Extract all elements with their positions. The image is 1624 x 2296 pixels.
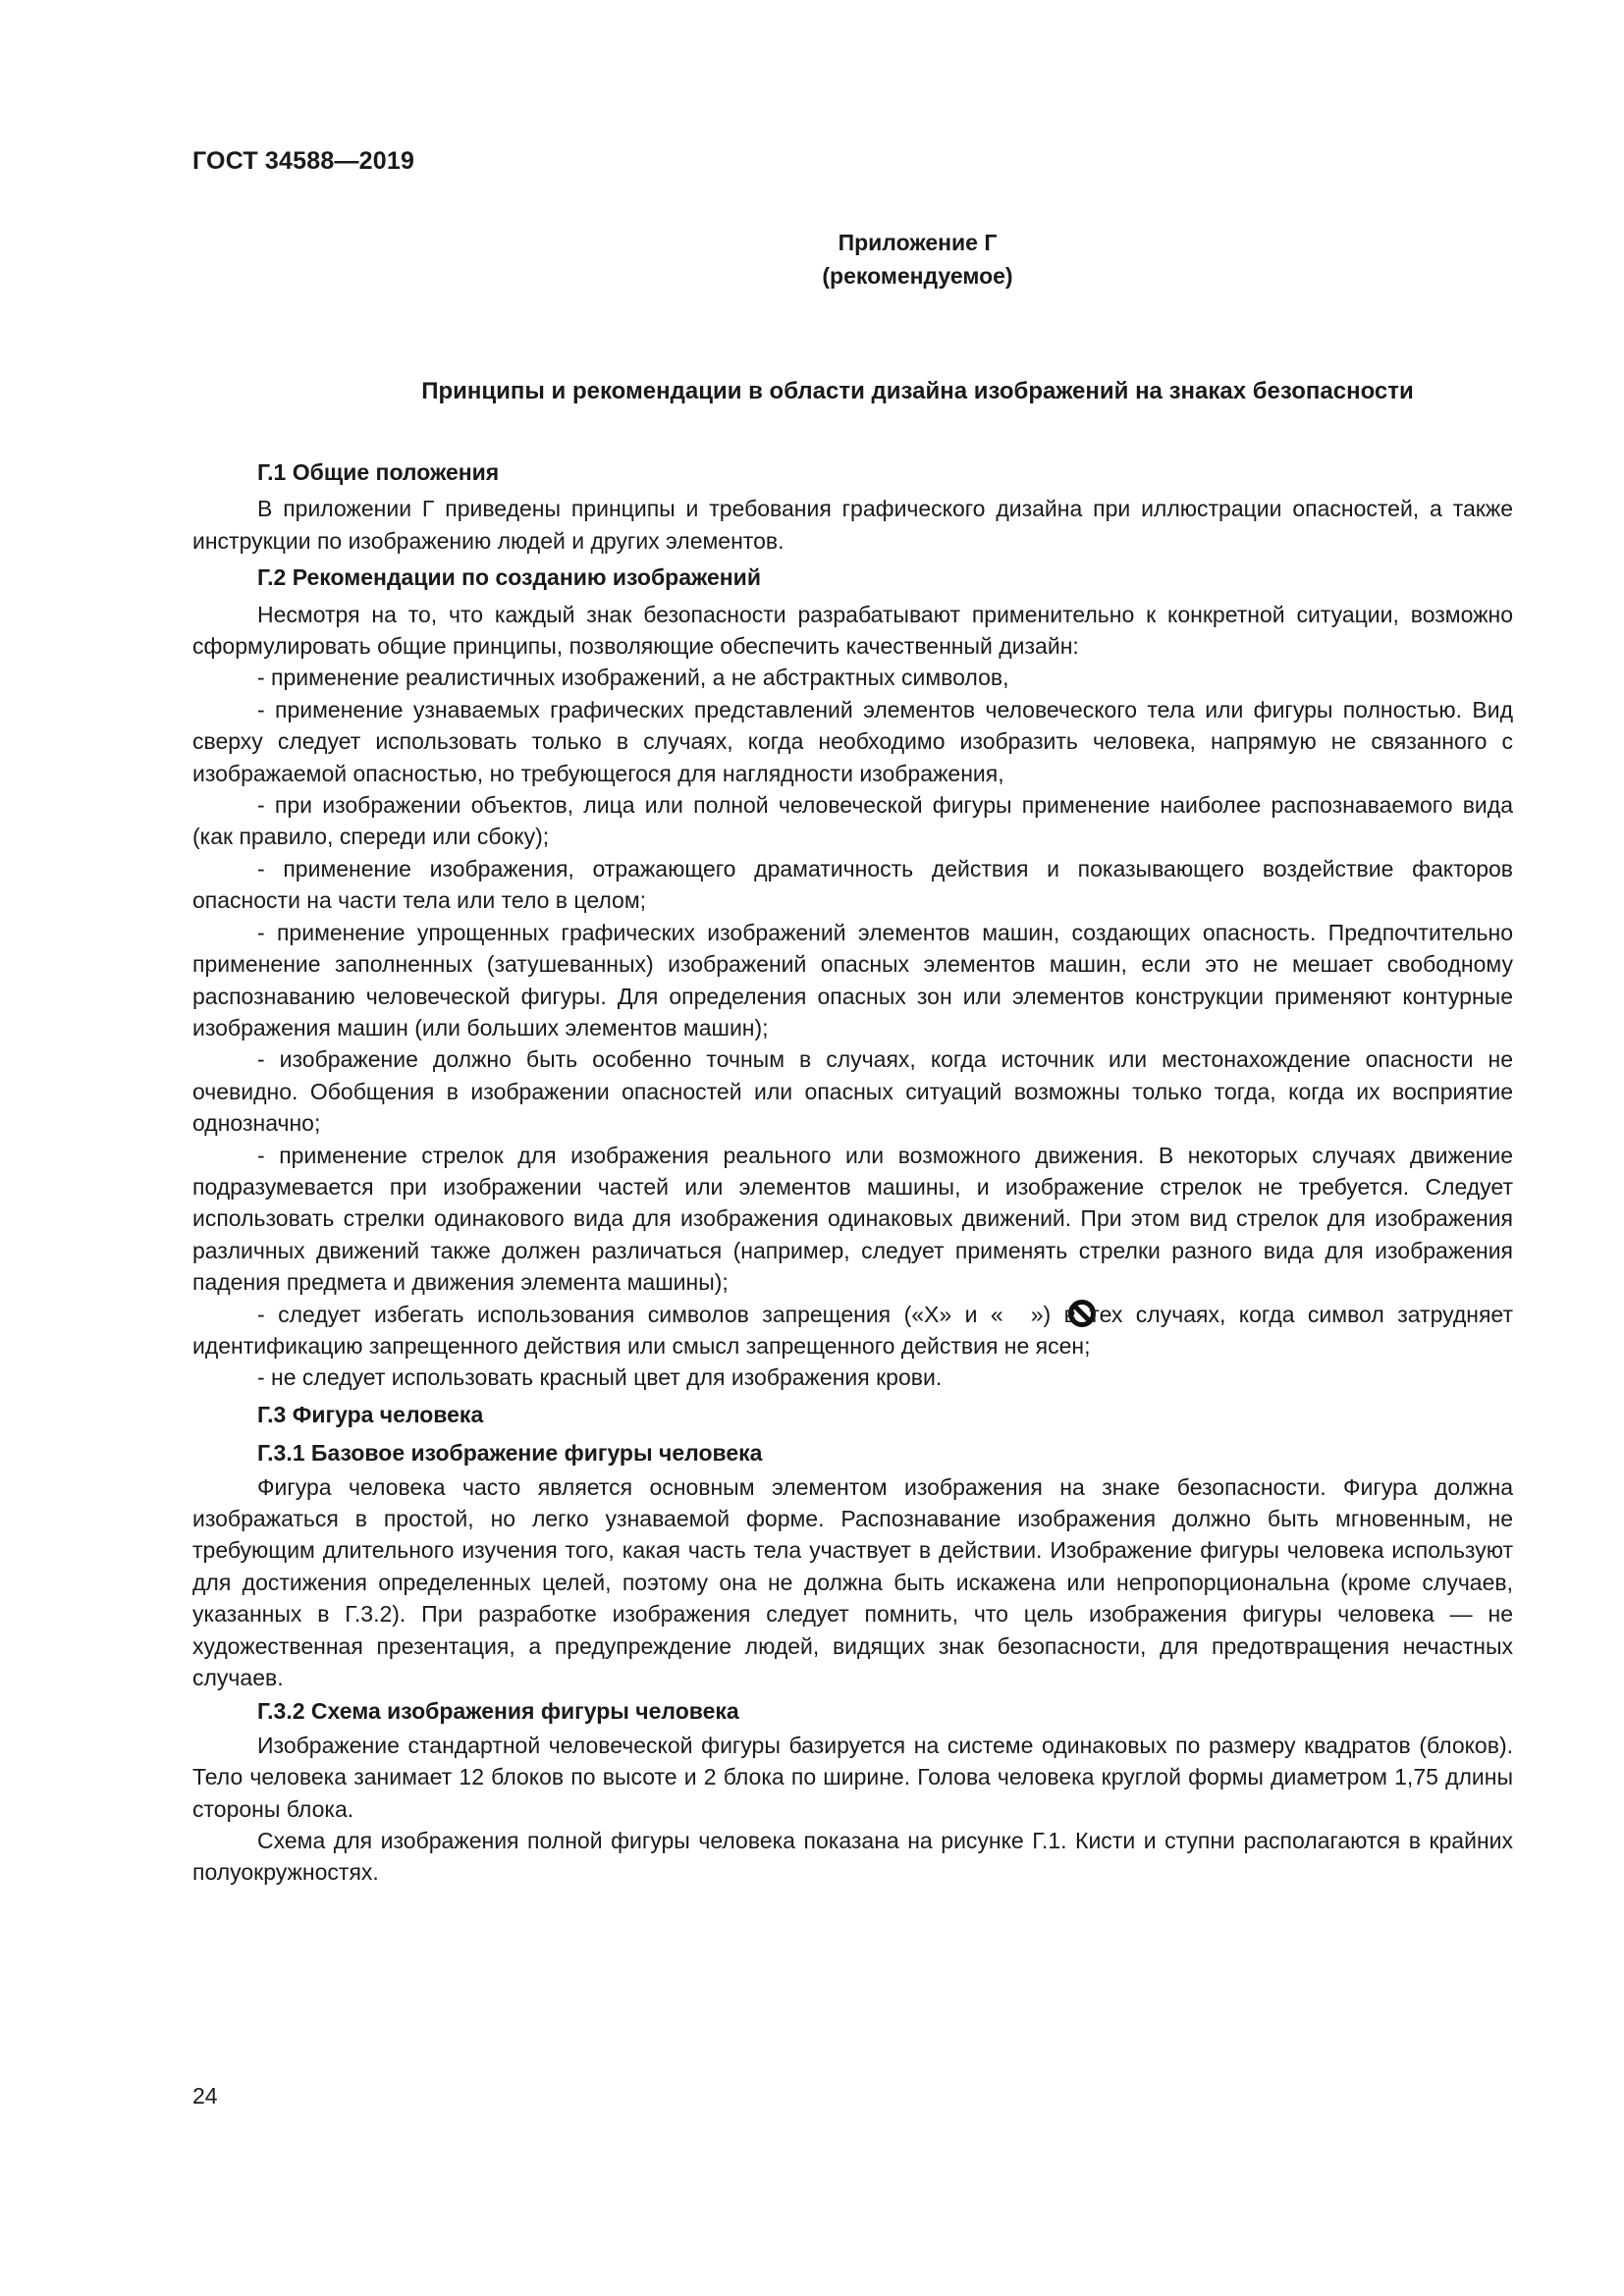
list-item: - применение реалистичных изображений, а не абстрактных символов,: [257, 665, 1009, 691]
document-id-header: ГОСТ 34588—2019: [192, 147, 415, 175]
paragraph: Изображение стандартной человеческой фигуры базируется на системе одинаковых по размеру квадратов (блоков). Тело человека занимает 12 блоков по высоте и 2 блока по ширине. Голова человека круглой формы диаметром 1,75 длины стороны блока.: [192, 1732, 1513, 1822]
paragraph: Фигура человека часто является основным элементом изображения на знаке безопасности. Фигура должна изображаться в простой, но легко узнаваемой форме. Распознавание изображения должно быть мгновенным, не требующим длительного изучения того, какая часть тела участвует в действии. Изображение фигуры человека используют для достижения определенных целей, поэтому она не должна быть искажена или непропорциональна (кроме случаев, указанных в Г.3.2). При разработке изображения следует помнить, что цель изображения фигуры человека — не художественная презентация, а предупреждение людей, видящих знак безопасности, для предотвращения нечастных случаев.: [192, 1473, 1513, 1691]
list-item: - применение изображения, отражающего драматичность действия и показывающего воздействие факторов опасности на части тела или тело в целом;: [192, 855, 1513, 914]
list-item-prohibition: [192, 1299, 1513, 1362]
prohibition-icon: [1003, 1300, 1031, 1327]
appendix-heading: [0, 226, 1624, 293]
prohibition-text-before: - следует избегать использования символов запрещения («Х» и «: [257, 1301, 1003, 1327]
main-title: [0, 375, 1624, 408]
list-item: - не следует использовать красный цвет для изображения крови.: [257, 1364, 943, 1391]
paragraph: Несмотря на то, что каждый знак безопасности разрабатывают применительно к конкретной ситуации, возможно сформулировать общие принципы, позволяющие обеспечить качественный дизайн:: [192, 601, 1513, 660]
main-title-text: Принципы и рекомендации в области дизайна изображений на знаках безопасности: [421, 378, 1414, 404]
list-item: - применение упрощенных графических изображений элементов машин, создающих опасность. Предпочтительно применение заполненных (затушеванных) изображений опасных элементов машин, если это не мешает свободному распознаванию человеческой фигуры. Для определения опасных зон или элементов конструкции применяют контурные изображения машин (или больших элементов машин);: [192, 919, 1513, 1041]
list-item: - применение узнаваемых графических представлений элементов человеческого тела или фигуры полностью. Вид сверху следует использовать только в случаях, когда необходимо изобразить человека, напрямую не связанного с изображаемой опасностью, но требующегося для наглядности изображения,: [192, 696, 1513, 786]
subsection-heading-g3-2: Г.3.2 Схема изображения фигуры человека: [257, 1698, 739, 1725]
page-number: 24: [192, 2083, 218, 2109]
appendix-title: Приложение Г: [838, 230, 998, 255]
list-item: - изображение должно быть особенно точным в случаях, когда источник или местонахождение опасности не очевидно. Обобщения в изображении опасностей или опасных ситуаций возможны только тогда, когда их восприятие однозначно;: [192, 1046, 1513, 1137]
list-item: - применение стрелок для изображения реального или возможного движения. В некоторых случаях движение подразумевается при изображении частей или элементов машины, и изображение стрелок не требуется. Следует использовать стрелки одинакового вида для изображения одинаковых движений. При этом вид стрелок для изображения различных движений также должен различаться (например, следует применять стрелки разного вида для изображения падения предмета и движения элемента машины);: [192, 1142, 1513, 1296]
prohibition-text-after: ») в тех случаях, когда символ затрудняет идентификацию запрещенного действия или смысл запрещенного действия не ясен;: [192, 1301, 1513, 1359]
appendix-status: (рекомендуемое): [822, 263, 1013, 289]
paragraph: В приложении Г приведены принципы и требования графического дизайна при иллюстрации опасностей, а также инструкции по изображению людей и других элементов.: [192, 496, 1513, 554]
section-heading-g1: Г.1 Общие положения: [257, 459, 500, 485]
document-body: [192, 452, 1513, 1889]
paragraph: Схема для изображения полной фигуры человека показана на рисунке Г.1. Кисти и ступни располагаются в крайних полуокружностях.: [192, 1828, 1513, 1886]
list-item: - при изображении объектов, лица или полной человеческой фигуры применение наиболее распознаваемого вида (как правило, спереди или сбоку);: [192, 792, 1513, 850]
section-heading-g3: Г.3 Фигура человека: [257, 1401, 484, 1427]
section-heading-g2: Г.2 Рекомендации по созданию изображений: [257, 564, 761, 591]
subsection-heading-g3-1: Г.3.1 Базовое изображение фигуры человека: [257, 1440, 763, 1467]
